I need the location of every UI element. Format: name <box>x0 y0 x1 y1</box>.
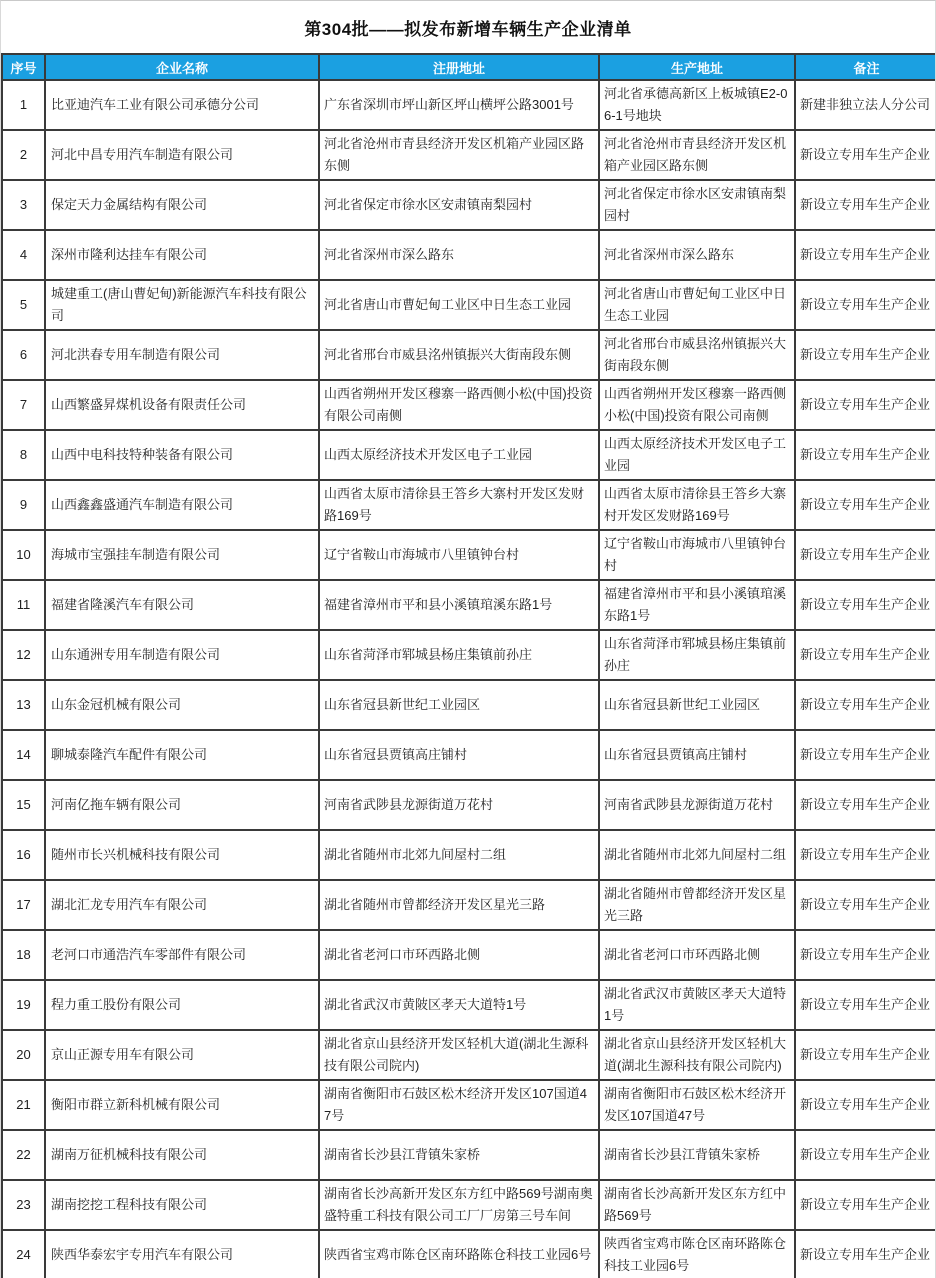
table-row <box>2 1030 936 1080</box>
row-number: 23 <box>2 1180 45 1230</box>
production-address: 河北省保定市徐水区安肃镇南梨园村 <box>599 180 795 230</box>
table-row <box>2 1130 936 1180</box>
row-number: 1 <box>2 80 45 130</box>
production-address: 湖北省武汉市黄陂区孝天大道特1号 <box>599 980 795 1030</box>
row-number: 18 <box>2 930 45 980</box>
registered-address: 河北省沧州市青县经济开发区机箱产业园区路东侧 <box>319 130 599 180</box>
row-number: 21 <box>2 1080 45 1130</box>
remark: 新设立专用车生产企业 <box>795 1180 936 1230</box>
table-row <box>2 130 936 180</box>
company-name: 山东金冠机械有限公司 <box>45 680 319 730</box>
remark: 新设立专用车生产企业 <box>795 580 936 630</box>
company-name: 老河口市通浩汽车零部件有限公司 <box>45 930 319 980</box>
company-name: 聊城泰隆汽车配件有限公司 <box>45 730 319 780</box>
production-address: 湖南省长沙县江背镇朱家桥 <box>599 1130 795 1180</box>
row-number: 11 <box>2 580 45 630</box>
company-name: 河北洪春专用车制造有限公司 <box>45 330 319 380</box>
header-cell-number: 序号 <box>2 54 45 80</box>
remark: 新设立专用车生产企业 <box>795 530 936 580</box>
row-number: 5 <box>2 280 45 330</box>
production-address: 山西太原经济技术开发区电子工业园 <box>599 430 795 480</box>
production-address: 陕西省宝鸡市陈仓区南环路陈仓科技工业园6号 <box>599 1230 795 1278</box>
remark: 新设立专用车生产企业 <box>795 780 936 830</box>
row-number: 7 <box>2 380 45 430</box>
production-address: 湖北省京山县经济开发区轻机大道(湖北生源科技有限公司院内) <box>599 1030 795 1080</box>
registered-address: 陕西省宝鸡市陈仓区南环路陈仓科技工业园6号 <box>319 1230 599 1278</box>
registered-address: 湖南省长沙高新开发区东方红中路569号湖南奥盛特重工科技有限公司工厂厂房第三号车间 <box>319 1180 599 1230</box>
registered-address: 湖南省长沙县江背镇朱家桥 <box>319 1130 599 1180</box>
company-name: 河北中昌专用汽车制造有限公司 <box>45 130 319 180</box>
table-row <box>2 430 936 480</box>
remark: 新设立专用车生产企业 <box>795 230 936 280</box>
company-name: 保定天力金属结构有限公司 <box>45 180 319 230</box>
title-bar <box>1 1 935 53</box>
row-number: 6 <box>2 330 45 380</box>
row-number: 14 <box>2 730 45 780</box>
company-name: 山西中电科技特种装备有限公司 <box>45 430 319 480</box>
table-row <box>2 780 936 830</box>
production-address: 山东省冠县贾镇高庄铺村 <box>599 730 795 780</box>
table-row <box>2 180 936 230</box>
row-number: 10 <box>2 530 45 580</box>
row-number: 24 <box>2 1230 45 1278</box>
registered-address: 河北省深州市深么路东 <box>319 230 599 280</box>
company-name: 衡阳市群立新科机械有限公司 <box>45 1080 319 1130</box>
registered-address: 河北省邢台市威县洺州镇振兴大街南段东侧 <box>319 330 599 380</box>
remark: 新设立专用车生产企业 <box>795 880 936 930</box>
table-row <box>2 380 936 430</box>
registered-address: 湖南省衡阳市石鼓区松木经济开发区107国道47号 <box>319 1080 599 1130</box>
remark: 新设立专用车生产企业 <box>795 180 936 230</box>
row-number: 13 <box>2 680 45 730</box>
table-row <box>2 680 936 730</box>
row-number: 2 <box>2 130 45 180</box>
remark: 新设立专用车生产企业 <box>795 480 936 530</box>
company-name: 深州市隆利达挂车有限公司 <box>45 230 319 280</box>
company-name: 陕西华泰宏宇专用汽车有限公司 <box>45 1230 319 1278</box>
row-number: 20 <box>2 1030 45 1080</box>
header-cell-production-address: 生产地址 <box>599 54 795 80</box>
registered-address: 广东省深圳市坪山新区坪山横坪公路3001号 <box>319 80 599 130</box>
table-row <box>2 1180 936 1230</box>
production-address: 山东省菏泽市郓城县杨庄集镇前孙庄 <box>599 630 795 680</box>
registered-address: 福建省漳州市平和县小溪镇琯溪东路1号 <box>319 580 599 630</box>
company-name: 比亚迪汽车工业有限公司承德分公司 <box>45 80 319 130</box>
production-address: 河北省唐山市曹妃甸工业区中日生态工业园 <box>599 280 795 330</box>
registered-address: 湖北省京山县经济开发区轻机大道(湖北生源科技有限公司院内) <box>319 1030 599 1080</box>
enterprise-table <box>1 53 936 1278</box>
remark: 新设立专用车生产企业 <box>795 130 936 180</box>
production-address: 湖北省随州市北郊九间屋村二组 <box>599 830 795 880</box>
company-name: 湖南万征机械科技有限公司 <box>45 1130 319 1180</box>
company-name: 城建重工(唐山曹妃甸)新能源汽车科技有限公司 <box>45 280 319 330</box>
production-address: 湖北省随州市曾都经济开发区星光三路 <box>599 880 795 930</box>
table-row <box>2 480 936 530</box>
remark: 新设立专用车生产企业 <box>795 280 936 330</box>
header-cell-remark: 备注 <box>795 54 936 80</box>
remark: 新设立专用车生产企业 <box>795 830 936 880</box>
remark: 新设立专用车生产企业 <box>795 380 936 430</box>
production-address: 福建省漳州市平和县小溪镇琯溪东路1号 <box>599 580 795 630</box>
table-row <box>2 280 936 330</box>
remark: 新设立专用车生产企业 <box>795 330 936 380</box>
company-name: 福建省隆溪汽车有限公司 <box>45 580 319 630</box>
table-row <box>2 1080 936 1130</box>
row-number: 9 <box>2 480 45 530</box>
registered-address: 湖北省武汉市黄陂区孝天大道特1号 <box>319 980 599 1030</box>
table-row <box>2 80 936 130</box>
header-cell-registered-address: 注册地址 <box>319 54 599 80</box>
registered-address: 河北省唐山市曹妃甸工业区中日生态工业园 <box>319 280 599 330</box>
registered-address: 山东省冠县贾镇高庄铺村 <box>319 730 599 780</box>
row-number: 17 <box>2 880 45 930</box>
registered-address: 山西省太原市清徐县王答乡大寨村开发区发财路169号 <box>319 480 599 530</box>
row-number: 8 <box>2 430 45 480</box>
registered-address: 山西省朔州开发区穆寨一路西侧小松(中国)投资有限公司南侧 <box>319 380 599 430</box>
table-row <box>2 1230 936 1278</box>
row-number: 15 <box>2 780 45 830</box>
registered-address: 山西太原经济技术开发区电子工业园 <box>319 430 599 480</box>
production-address: 河北省承德高新区上板城镇E2-06-1号地块 <box>599 80 795 130</box>
production-address: 山西省朔州开发区穆寨一路西侧小松(中国)投资有限公司南侧 <box>599 380 795 430</box>
company-name: 河南亿拖车辆有限公司 <box>45 780 319 830</box>
registered-address: 湖北省随州市曾都经济开发区星光三路 <box>319 880 599 930</box>
company-name: 海城市宝强挂车制造有限公司 <box>45 530 319 580</box>
table-row <box>2 230 936 280</box>
registered-address: 湖北省随州市北郊九间屋村二组 <box>319 830 599 880</box>
company-name: 随州市长兴机械科技有限公司 <box>45 830 319 880</box>
production-address: 河北省邢台市威县洺州镇振兴大街南段东侧 <box>599 330 795 380</box>
production-address: 湖北省老河口市环西路北侧 <box>599 930 795 980</box>
company-name: 湖南挖挖工程科技有限公司 <box>45 1180 319 1230</box>
company-name: 湖北汇龙专用汽车有限公司 <box>45 880 319 930</box>
remark: 新设立专用车生产企业 <box>795 1030 936 1080</box>
registered-address: 河南省武陟县龙源街道万花村 <box>319 780 599 830</box>
table-row <box>2 330 936 380</box>
production-address: 湖南省长沙高新开发区东方红中路569号 <box>599 1180 795 1230</box>
remark: 新建非独立法人分公司 <box>795 80 936 130</box>
header-row <box>2 54 936 80</box>
remark: 新设立专用车生产企业 <box>795 430 936 480</box>
remark: 新设立专用车生产企业 <box>795 1080 936 1130</box>
production-address: 山东省冠县新世纪工业园区 <box>599 680 795 730</box>
remark: 新设立专用车生产企业 <box>795 730 936 780</box>
table-row <box>2 830 936 880</box>
registered-address: 河北省保定市徐水区安肃镇南梨园村 <box>319 180 599 230</box>
production-address: 河北省沧州市青县经济开发区机箱产业园区路东侧 <box>599 130 795 180</box>
company-name: 京山正源专用车有限公司 <box>45 1030 319 1080</box>
header-cell-company-name: 企业名称 <box>45 54 319 80</box>
table-row <box>2 580 936 630</box>
table-row <box>2 880 936 930</box>
remark: 新设立专用车生产企业 <box>795 680 936 730</box>
row-number: 16 <box>2 830 45 880</box>
remark: 新设立专用车生产企业 <box>795 1230 936 1278</box>
remark: 新设立专用车生产企业 <box>795 980 936 1030</box>
remark: 新设立专用车生产企业 <box>795 630 936 680</box>
table-row <box>2 980 936 1030</box>
page-title: 第304批——拟发布新增车辆生产企业清单 <box>304 19 632 39</box>
table-row <box>2 930 936 980</box>
production-address: 辽宁省鞍山市海城市八里镇钟台村 <box>599 530 795 580</box>
production-address: 湖南省衡阳市石鼓区松木经济开发区107国道47号 <box>599 1080 795 1130</box>
row-number: 3 <box>2 180 45 230</box>
company-name: 程力重工股份有限公司 <box>45 980 319 1030</box>
table-row <box>2 630 936 680</box>
registered-address: 湖北省老河口市环西路北侧 <box>319 930 599 980</box>
registered-address: 辽宁省鞍山市海城市八里镇钟台村 <box>319 530 599 580</box>
table-row <box>2 530 936 580</box>
registered-address: 山东省菏泽市郓城县杨庄集镇前孙庄 <box>319 630 599 680</box>
row-number: 12 <box>2 630 45 680</box>
row-number: 22 <box>2 1130 45 1180</box>
table-row <box>2 730 936 780</box>
remark: 新设立专用车生产企业 <box>795 930 936 980</box>
table-body <box>2 80 936 1278</box>
production-address: 河北省深州市深么路东 <box>599 230 795 280</box>
row-number: 4 <box>2 230 45 280</box>
remark: 新设立专用车生产企业 <box>795 1130 936 1180</box>
row-number: 19 <box>2 980 45 1030</box>
registered-address: 山东省冠县新世纪工业园区 <box>319 680 599 730</box>
production-address: 山西省太原市清徐县王答乡大寨村开发区发财路169号 <box>599 480 795 530</box>
company-name: 山西鑫鑫盛通汽车制造有限公司 <box>45 480 319 530</box>
company-name: 山西繁盛昇煤机设备有限责任公司 <box>45 380 319 430</box>
company-name: 山东通洲专用车制造有限公司 <box>45 630 319 680</box>
production-address: 河南省武陟县龙源街道万花村 <box>599 780 795 830</box>
